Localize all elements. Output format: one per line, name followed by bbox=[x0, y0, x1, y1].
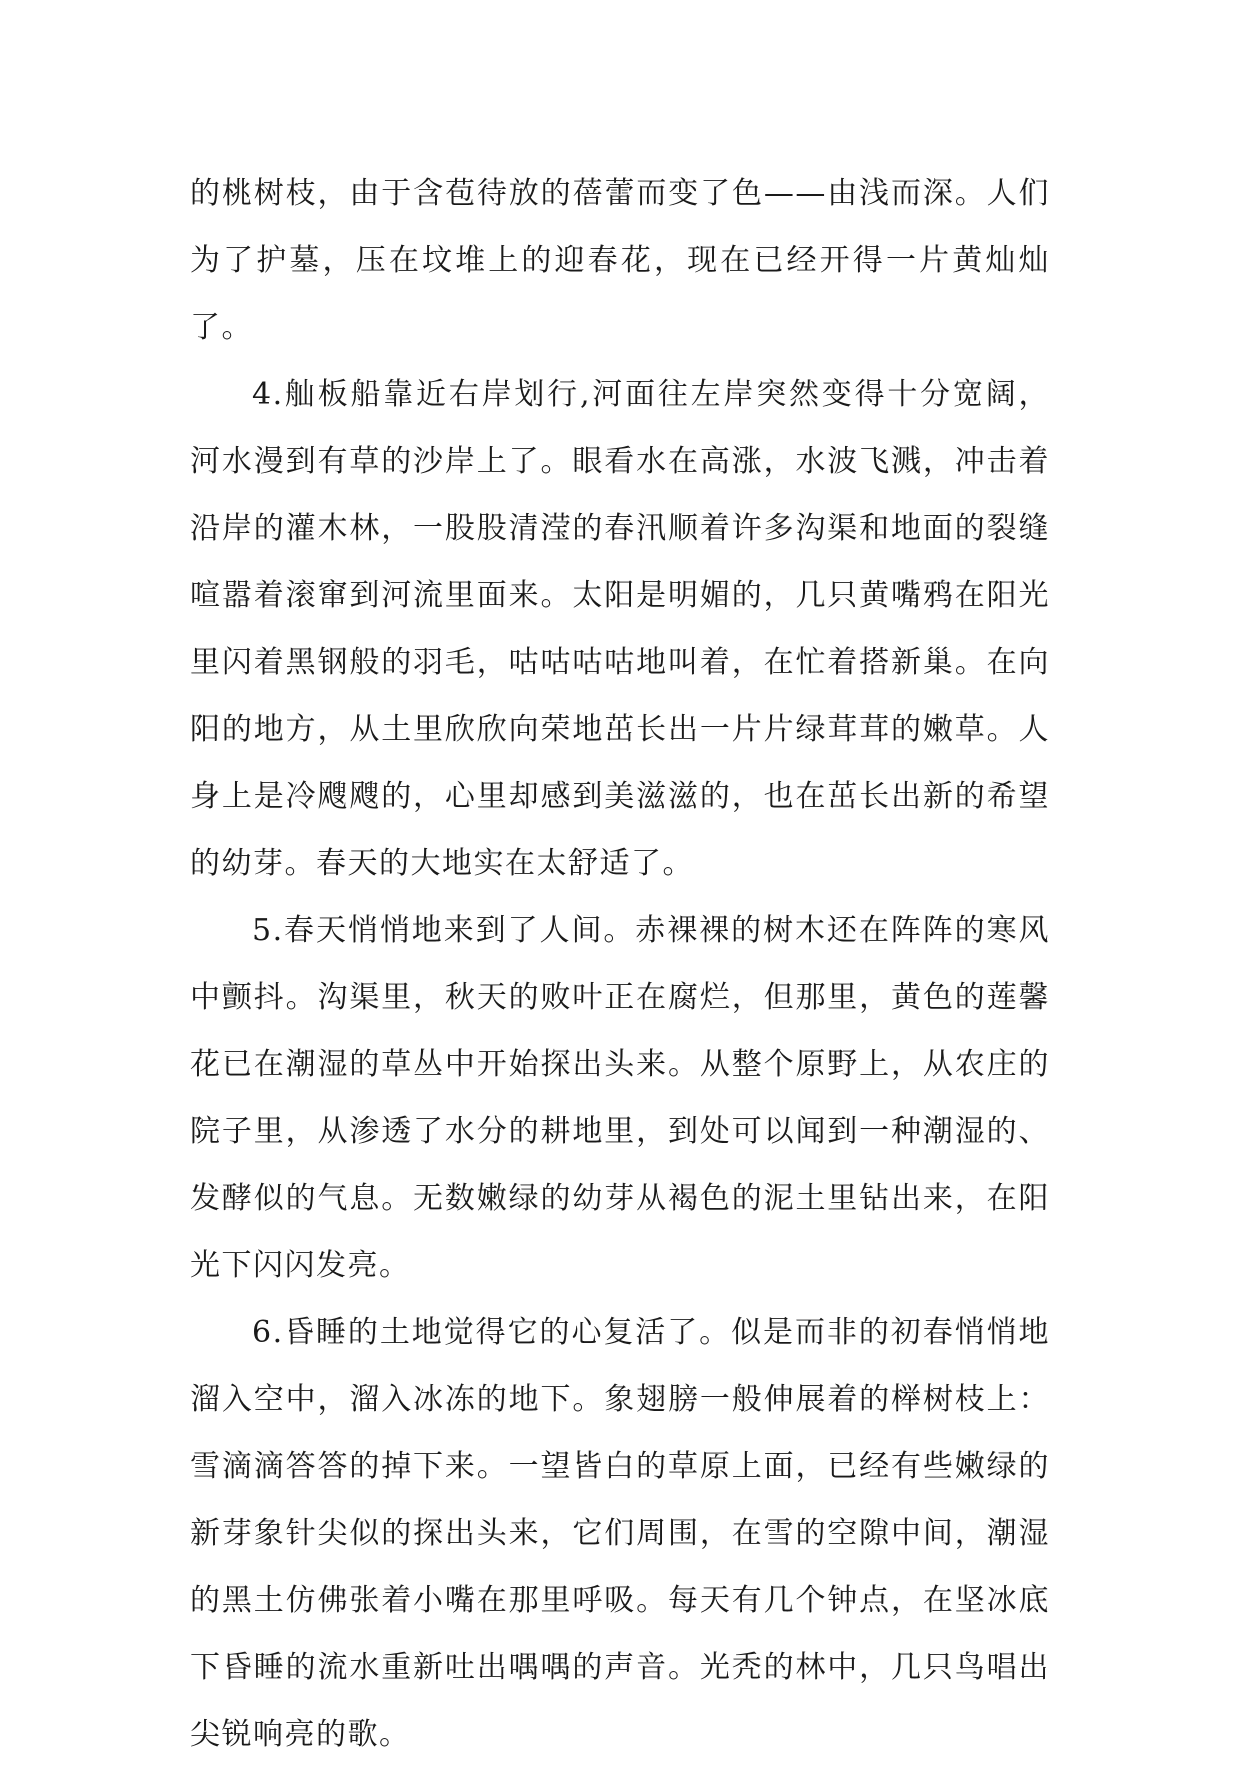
paragraph-5: 5.春天悄悄地来到了人间。赤裸裸的树木还在阵阵的寒风中颤抖。沟渠里，秋天的败叶正在腐烂，但那里，黄色的莲馨花已在潮湿的草丛中开始探出头来。从整个原野上，从农庄的院子里，从渗透了水分的耕地里，到处可以闻到一种潮湿的、发酵似的气息。无数嫩绿的幼芽从褐色的泥土里钻出来，在阳光下闪闪发亮。 bbox=[190, 913, 1050, 1283]
paragraph-6: 6.昏睡的土地觉得它的心复活了。似是而非的初春悄悄地溜入空中，溜入冰冻的地下。象翅膀一般伸展着的榉树枝上：雪滴滴答答的掉下来。一望皆白的草原上面，已经有些嫩绿的新芽象针尖似的探出头来，它们周围，在雪的空隙中间，潮湿的黑土仿佛张着小嘴在那里呼吸。每天有几个钟点，在坚冰底下昏睡的流水重新吐出喁喁的声音。光秃的林中，几只鸟唱出尖锐响亮的歌。 bbox=[190, 1315, 1050, 1752]
document-page bbox=[190, 160, 1050, 1768]
paragraph-4: 4.舢板船靠近右岸划行,河面往左岸突然变得十分宽阔，河水漫到有草的沙岸上了。眼看水在高涨，水波飞溅，冲击着沿岸的灌木林，一股股清滢的春汛顺着许多沟渠和地面的裂缝喧嚣着滚窜到河流里面来。太阳是明媚的，几只黄嘴鸦在阳光里闪着黑钢般的羽毛，咕咕咕咕地叫着，在忙着搭新巢。在向阳的地方，从土里欣欣向荣地茁长出一片片绿茸茸的嫩草。人身上是冷飕飕的，心里却感到美滋滋的，也在茁长出新的希望的幼芽。春天的大地实在太舒适了。 bbox=[190, 377, 1050, 881]
paragraph-continued: 的桃树枝，由于含苞待放的蓓蕾而变了色——由浅而深。人们为了护墓，压在坟堆上的迎春花，现在已经开得一片黄灿灿了。 bbox=[190, 176, 1050, 345]
